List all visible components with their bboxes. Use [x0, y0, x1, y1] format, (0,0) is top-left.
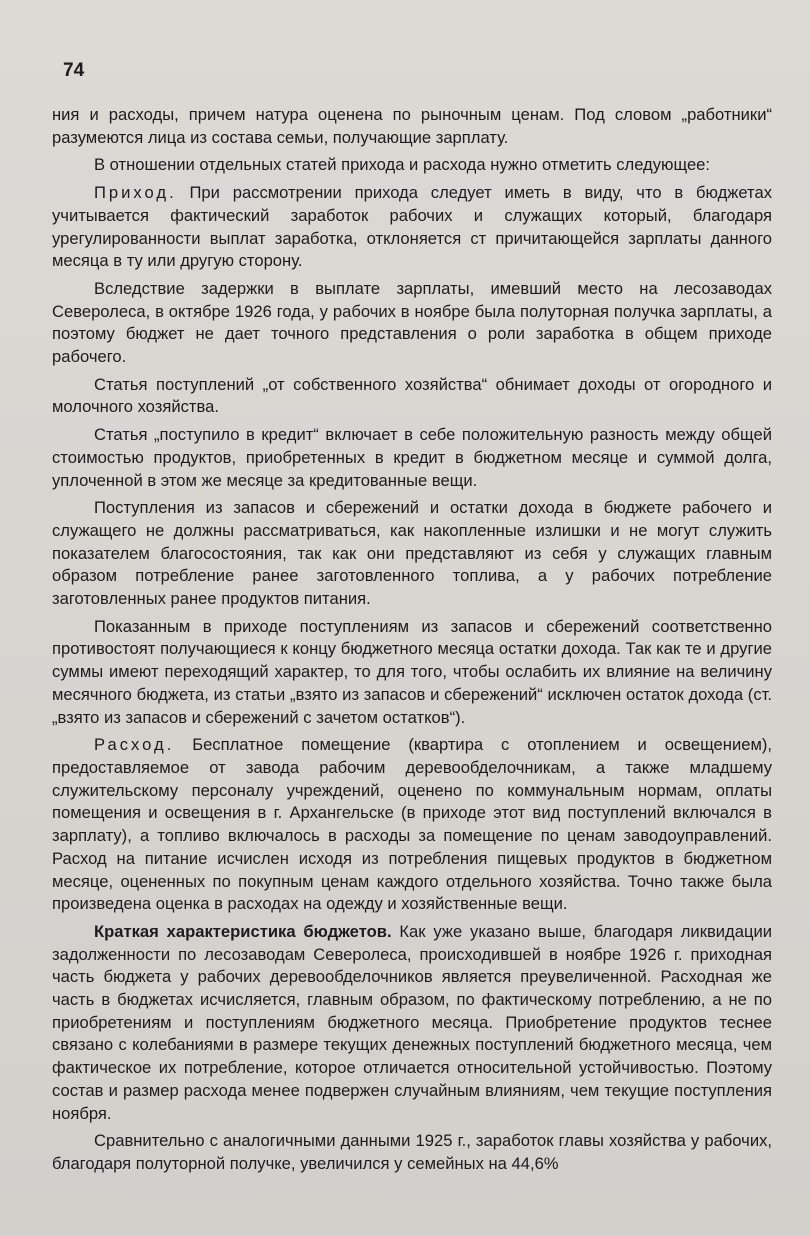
body-text	[52, 104, 772, 1181]
paragraph-2: В отношении отдельных статей прихода и расхода нужно отметить следующее:	[94, 155, 711, 175]
paragraph-7: Поступления из запасов и сбережений и остатки дохода в бюджете рабочего и служащего не должны рассматриваться, как накопленные излишки и не могут служить показателем благосостояния, так как они представляют из себя у служащих главным образом потребление ранее заготовленного топлива, а у рабочих потребление заготовленных ранее продуктов питания.	[52, 498, 772, 609]
paragraph-expense: Расход. Бесплатное помещение (квартира с отоплением и освещением), предоставляемое от завода рабочим деревообделочникам, а также младшему служительскому персоналу учреждений, оценено по коммунальным нормам, оплаты помещения и освещения в г. Архангельске (в приходе этот вид поступлений включался в зарплату), а топливо включалось в расходы за помещение по ценам заводоуправлений. Расход на питание исчислен исходя из потребления пищевых продуктов в бюджетном месяце, оцененных по покупным ценам каждого отдельного хозяйства. Точно также была произведена оценка в расходах на одежду и хозяйственные вещи.	[52, 735, 772, 914]
section-heading-budget: Краткая характеристика бюджетов.	[94, 921, 392, 941]
paragraph-budget-summary: Краткая характеристика бюджетов. Как уже указано выше, благодаря ликвидации задолженности по лесозаводам Северолеса, происходившей в ноябре 1926 г. приходная часть бюджета у рабочих деревообделочников является преувеличенной. Расходная же часть в бюджетах исчисляется, главным образом, по фактическому потреблению, а не по приобретениям и поступлениям бюджетного месяца. Приобретение продуктов теснее связано с колебаниями в размере текущих денежных поступлений бюджетного месяца, чем фактическое их потребление, которое отличается относительной устойчивостью. Поэтому состав и размер расхода менее подвержен случайным влияниям, чем текущие поступления ноября.	[52, 921, 772, 1123]
paragraph-income: Приход. При рассмотрении прихода следует иметь в виду, что в бюджетах учитывается фактический заработок рабочих и служащих который, благодаря урегулированности выплат заработка, отклоняется ст причитающейся зарплаты данного месяца в ту или другую сторону.	[52, 183, 772, 271]
paragraph-11: Сравнительно с аналогичными данными 1925 г., заработок главы хозяйства у рабочих, благодаря полуторной получке, увеличился у семейных на 44,6%	[52, 1131, 772, 1173]
paragraph-4: Вследствие задержки в выплате зарплаты, имевший место на лесозаводах Северолеса, в октябре 1926 года, у рабочих в ноябре была полуторная получка зарплаты, а поэтому бюджет не дает точного представления о роли заработка в общем приходе рабочего.	[52, 278, 772, 367]
paragraph-8: Показанным в приходе поступлениям из запасов и сбережений соответственно противостоят получающиеся к концу бюджетного месяца остатки дохода. Так как те и другие суммы имеют переходящий характер, то для того, чтобы ослабить их влияние на величину месячного бюджета, из статьи „взято из запасов и сбережений“ исключен остаток дохода (ст. „взято из запасов и сбережений с зачетом остатков“).	[52, 616, 772, 727]
paragraph-6: Статья „поступило в кредит“ включает в себе положительную разность между общей стоимостью продуктов, приобретенных в кредит в бюджетном месяце и суммой долга, уплоченной в этом же месяце за кредитованные вещи.	[52, 425, 772, 490]
page-number: 74	[63, 60, 85, 81]
paragraph-1: ния и расходы, причем натура оценена по рыночным ценам. Под словом „работники“ разумеются лица из состава семьи, получающие зарплату.	[52, 105, 772, 147]
section-lead-expense: Расход.	[94, 735, 175, 755]
section-lead-income: Приход.	[94, 183, 177, 203]
paragraph-5: Статья поступлений „от собственного хозяйства“ обнимает доходы от огородного и молочного хозяйства.	[52, 374, 772, 417]
